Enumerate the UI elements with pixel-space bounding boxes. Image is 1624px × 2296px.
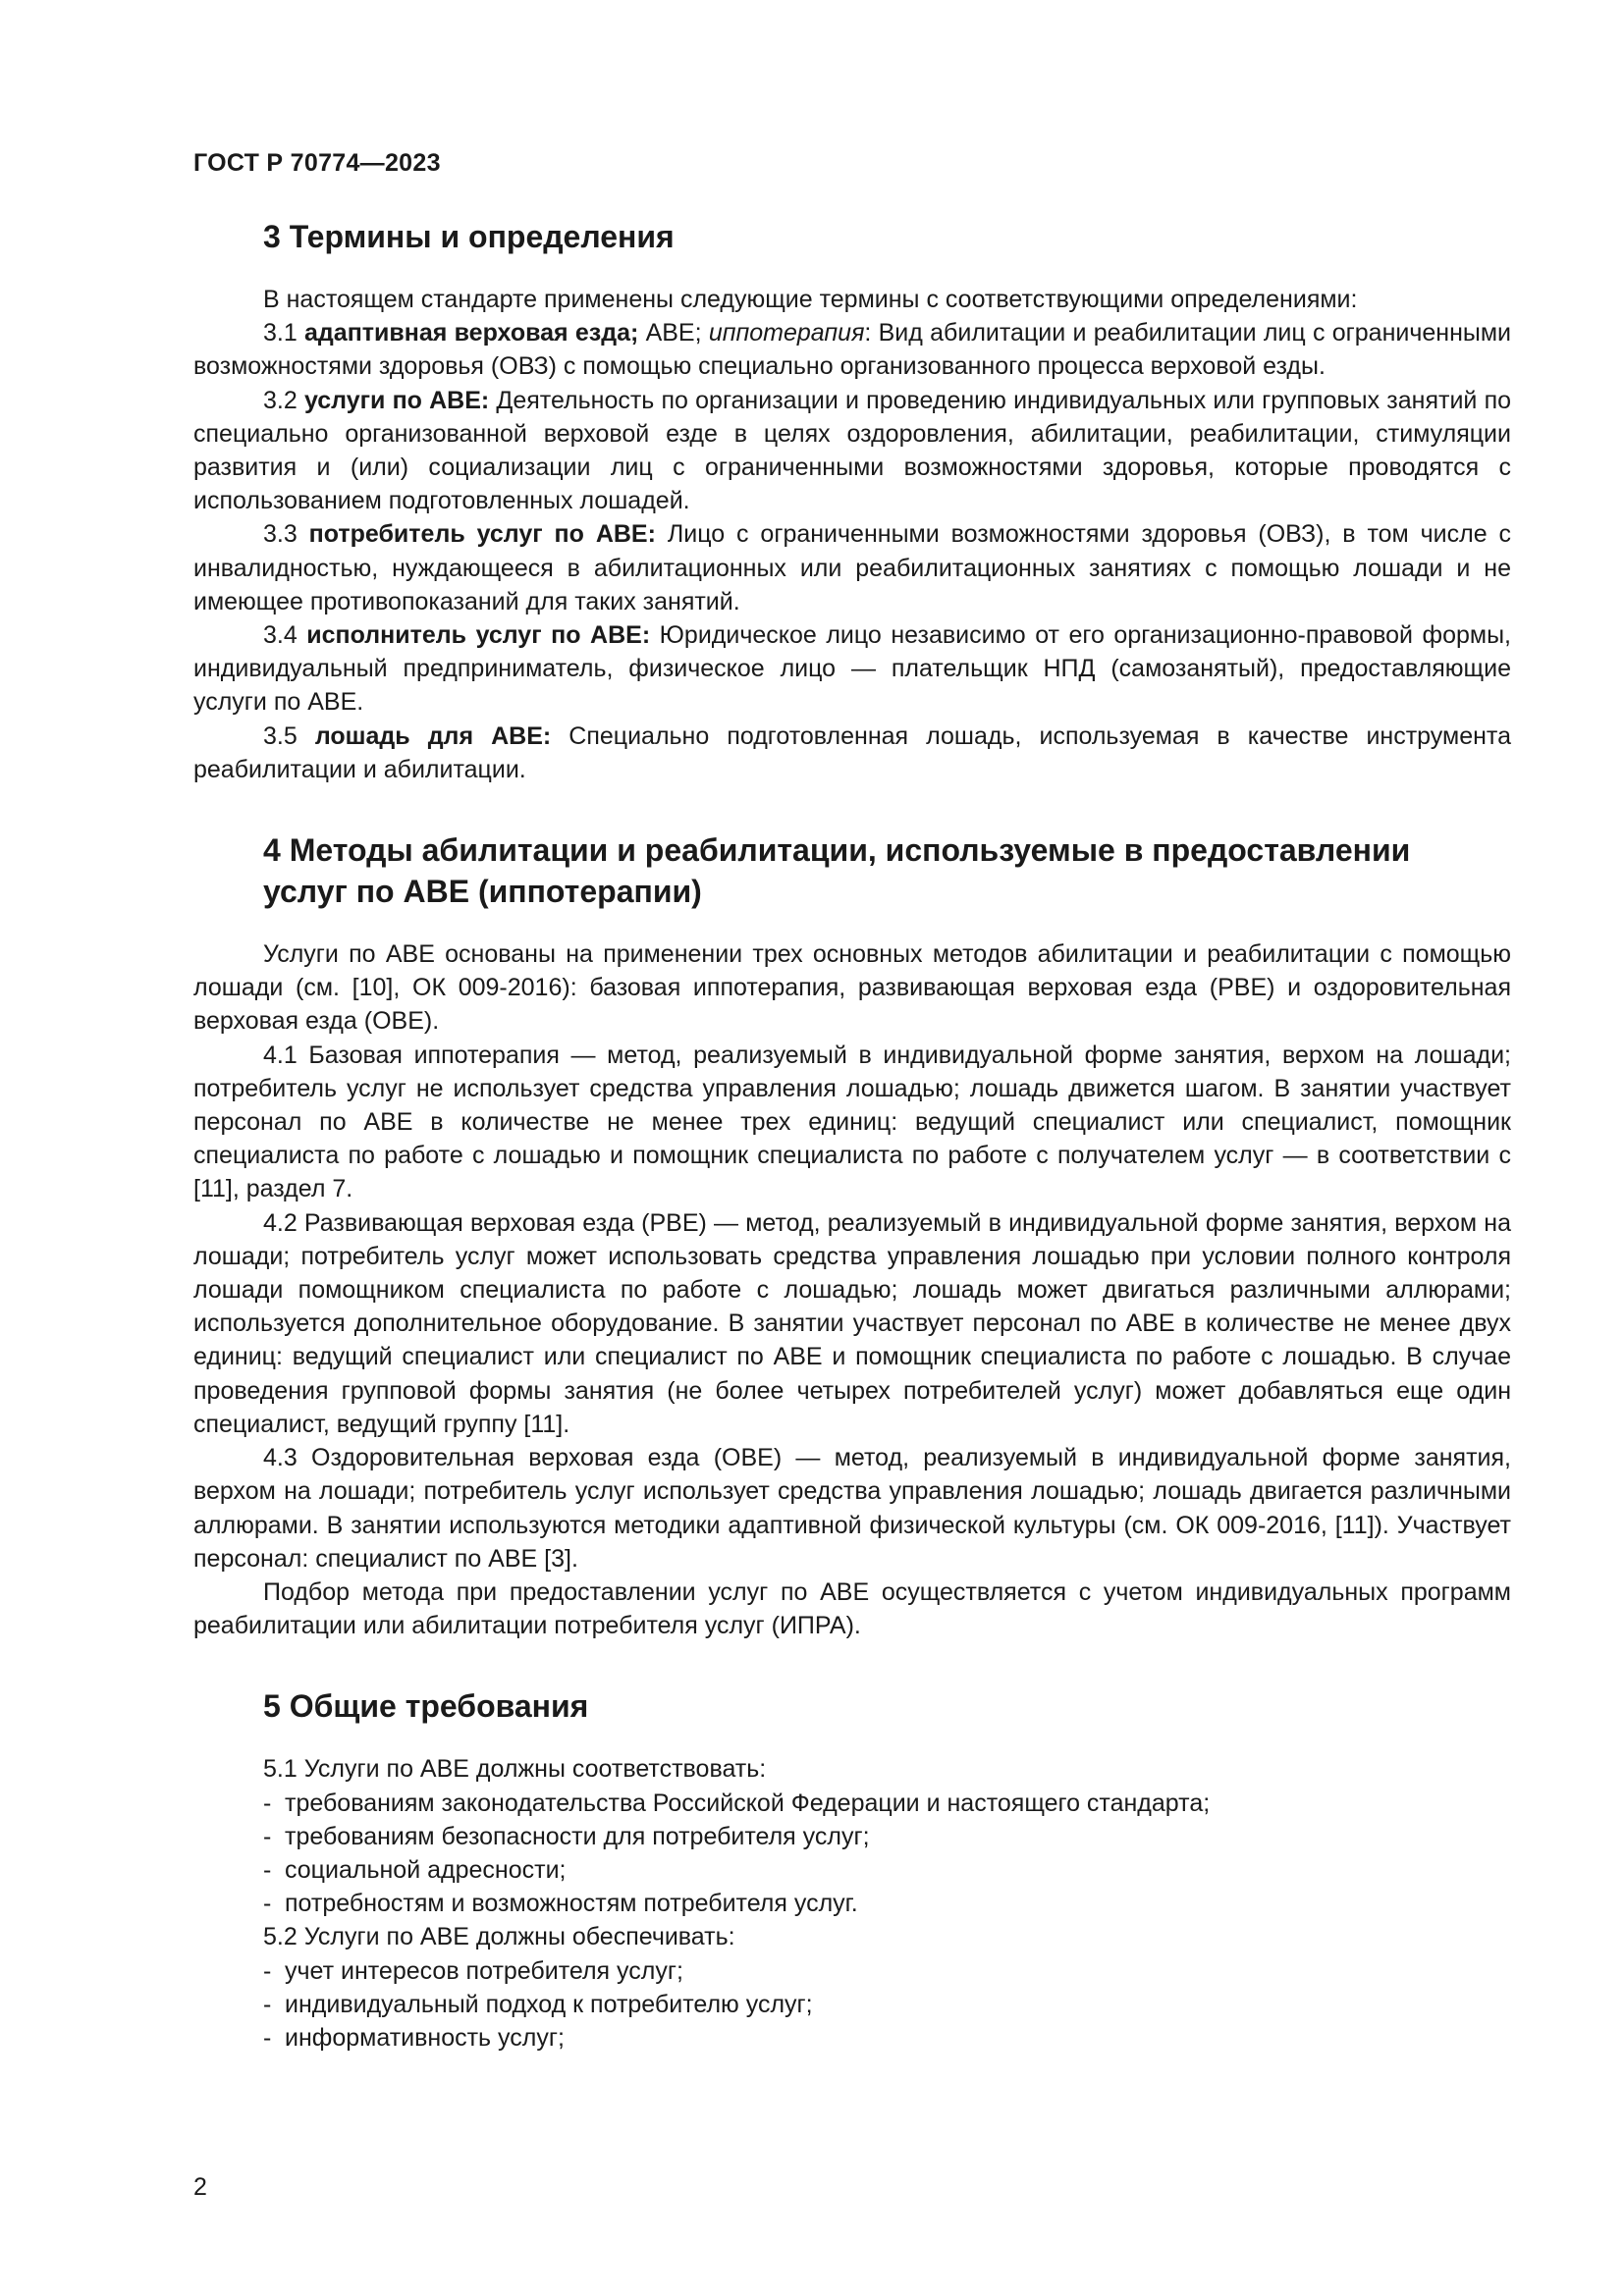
term-3-1 [193,316,1511,383]
section-4-conclusion: Подбор метода при предоставлении услуг по АВЕ осуществляется с учетом индивидуальных программ реабилитации или абилитации потребителя услуг (ИПРА). [193,1577,1511,1640]
list-item: - требованиям безопасности для потребителя услуг; [193,1820,1511,1853]
clause-5-2: 5.2 Услуги по АВЕ должны обеспечивать: [263,1923,735,1951]
term-title: исполнитель услуг по АВЕ: [306,621,651,650]
section-4-heading-line2: услуг по АВЕ (иппотерапии) [263,874,702,910]
page-number: 2 [193,2173,207,2201]
term-definition: Специально подготовленная лошадь, используемая в качестве инструмента реабилитации и абилитации. [193,721,1512,783]
clause-4-1: 4.1 Базовая иппотерапия — метод, реализуемый в индивидуальной форме занятия, верхом на лошади; потребитель услуг не использует средства управления лошадью; лошадь движется шагом. В занятии участвует персонал по АВЕ в количестве не менее трех единиц: ведущий специалист или специалист, помощник специалиста по работе с лошадью и помощник специалиста по работе с получателем услуг — в соответствии с [11], раздел 7. [193,1041,1511,1203]
term-title: лошадь для АВЕ: [314,721,552,750]
section-4-heading [193,829,1511,912]
term-title: адаптивная верховая езда; [304,319,639,347]
term-3-2 [193,384,1511,518]
term-number: 3.1 [263,319,305,347]
term-definition: Лицо с ограниченными возможностями здоровья (ОВЗ), в том числе с инвалидностью, нуждающееся в абилитационных или реабилитационных занятиях с помощью лошади и не имеющее противопоказаний для таких занятий. [193,520,1511,615]
term-definition: : Вид абилитации и реабилитации лиц с ограниченными возможностями здоровья (ОВЗ) с помощью специально организованного процесса верховой езды. [193,319,1511,381]
section-4-intro: Услуги по АВЕ основаны на применении трех основных методов абилитации и реабилитации с помощью лошади (см. [10], ОК 009-2016): базовая иппотерапия, развивающая верховая езда (РВЕ) и оздоровительная верховая езда (ОВЕ). [193,940,1511,1036]
dash-bullet: - [263,2023,272,2052]
dash-bullet: - [263,1789,272,1817]
dash-bullet: - [263,1822,272,1850]
term-3-5 [193,720,1511,786]
dash-bullet: - [263,1890,272,1918]
term-title: потребитель услуг по АВЕ: [308,520,656,549]
document-body [193,216,1511,2055]
term-abbrev: АВЕ; [638,319,709,347]
term-3-4 [193,618,1511,720]
term-number: 3.4 [263,621,307,650]
term-number: 3.2 [263,386,304,414]
term-definition: Деятельность по организации и проведению индивидуальных или групповых занятий по специально организованной верховой езде в целях оздоровления, абилитации, реабилитации, стимуляции развития и (или) социализации лиц с ограниченными возможностями здоровья, которые проводятся с использованием подготовленных лошадей. [193,386,1512,515]
list-item: - потребностям и возможностям потребителя услуг. [193,1887,1511,1920]
section-5-heading: 5 Общие требования [263,1688,589,1725]
section-3-intro: В настоящем стандарте применены следующие термины с соответствующими определениями: [263,286,1358,313]
section-3-heading: 3 Термины и определения [263,219,675,254]
term-title: услуги по АВЕ: [303,386,490,414]
document-header: ГОСТ Р 70774—2023 [193,149,441,177]
term-number: 3.3 [263,520,309,549]
term-number: 3.5 [263,721,315,750]
list-item: - индивидуальный подход к потребителю услуг; [193,1988,1511,2021]
clause-4-2: 4.2 Развивающая верховая езда (РВЕ) — метод, реализуемый в индивидуальной форме занятия, верхом на лошади; потребитель услуг может использовать средства управления лошадью при условии полного контроля лошади помощником специалиста по работе с лошадью; лошадь может двигаться различными аллюрами; используется дополнительное оборудование. В занятии участвует персонал по АВЕ в количестве не менее двух единиц: ведущий специалист или специалист по АВЕ и помощник специалиста по работе с лошадью. В случае проведения групповой формы занятия (не более четырех потребителей услуг) может добавляться еще один специалист, ведущий группу [11]. [193,1208,1511,1438]
clause-5-1: 5.1 Услуги по АВЕ должны соответствовать: [263,1755,767,1784]
dash-bullet: - [263,1855,272,1884]
dash-bullet: - [263,1990,272,2018]
term-definition: Юридическое лицо независимо от его организационно-правовой формы, индивидуальный предприниматель, физическое лицо — плательщик НПД (самозанятый), предоставляющие услуги по АВЕ. [193,621,1511,717]
term-alt: иппотерапия [708,319,865,347]
section-4-heading-line1: 4 Методы абилитации и реабилитации, используемые в предоставлении [263,832,1411,869]
list-item: - требованиям законодательства Российской Федерации и настоящего стандарта; [193,1787,1511,1820]
list-item: - учет интересов потребителя услуг; [193,1954,1511,1988]
list-item: - информативность услуг; [193,2021,1511,2055]
dash-bullet: - [263,1956,272,1985]
clause-4-3: 4.3 Оздоровительная верховая езда (ОВЕ) — метод, реализуемый в индивидуальной форме занятия, верхом на лошади; потребитель услуг использует средства управления лошадью; лошадь двигается различными аллюрами. В занятии используются методики адаптивной физической культуры (см. ОК 009-2016, [11]). Участвует персонал: специалист по АВЕ [3]. [193,1444,1511,1573]
term-3-3 [193,517,1511,618]
list-item: - социальной адресности; [193,1853,1511,1887]
